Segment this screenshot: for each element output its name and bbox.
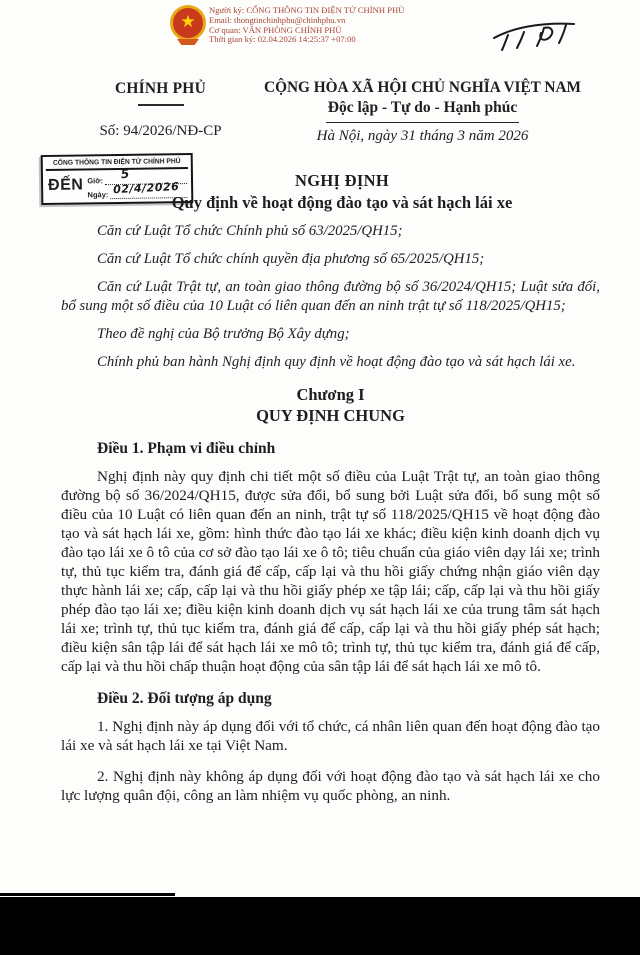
chapter-heading: [61, 385, 600, 426]
document-number: Số: 94/2026/NĐ-CP: [99, 123, 222, 139]
article-paragraph: 2. Nghị định này không áp dụng đối với hoạt động đào tạo và sát hạch lái xe cho lực lượng quân đội, công an làm nhiệm vụ quốc phòng, an ninh.: [61, 768, 600, 804]
article-heading: Điều 1. Phạm vi điều chỉnh: [97, 440, 276, 457]
email-line: Email: thongtinchinhphu@chinhphu.vn: [209, 14, 346, 25]
country-name: CỘNG HÒA XÃ HỘI CHỦ NGHĨA VIỆT NAM: [264, 79, 581, 96]
star-icon: ★: [180, 11, 196, 32]
preamble-clause: Căn cứ Luật Tổ chức Chính phủ số 63/2025/QH15;: [97, 223, 403, 239]
document-subject: Quy định về hoạt động đào tạo và sát hạch lái xe: [171, 193, 513, 212]
stamp-office-name: CỔNG THÔNG TIN ĐIỆN TỬ CHÍNH PHỦ: [46, 155, 188, 171]
preamble: [61, 222, 600, 372]
national-motto: Độc lập - Tự do - Hạnh phúc: [326, 99, 519, 123]
chapter-title: QUY ĐỊNH CHUNG: [256, 406, 405, 425]
signer-line: Người ký: CỔNG THÔNG TIN ĐIỆN TỬ CHÍNH PHỦ: [209, 5, 405, 15]
agency-line: Cơ quan: VĂN PHÒNG CHÍNH PHỦ: [209, 24, 342, 35]
chapter-label: Chương I: [296, 385, 365, 404]
sign-time-line: Thời gian ký: 02.04.2026 14:25:37 +07:00: [209, 34, 356, 45]
preamble-clause: Căn cứ Luật Trật tự, an toàn giao thông đường bộ số 36/2024/QH15; Luật sửa đổi, bổ sung một số điều của 10 Luật có liên quan đến an ninh trật tự số 118/2025/QH15;: [61, 279, 600, 314]
document-body: [61, 222, 600, 817]
stamp-hour-value: 5: [120, 166, 131, 182]
scan-edge-artifact: [0, 893, 175, 896]
issuer-rule: [138, 104, 184, 106]
emblem-banner: [177, 39, 199, 45]
vietnam-national-emblem-icon: [169, 4, 205, 46]
preamble-clause: Theo đề nghị của Bộ trưởng Bộ Xây dựng;: [97, 326, 350, 342]
preamble-clause: Chính phủ ban hành Nghị định quy định về hoạt động đào tạo và sát hạch lái xe.: [97, 354, 576, 370]
article-heading: Điều 2. Đối tượng áp dụng: [97, 690, 272, 707]
stamp-date-value: 02/4/2026: [113, 179, 180, 197]
digital-signature-block: [169, 4, 404, 46]
emblem-circle: [170, 5, 206, 41]
stamp-den-label: ĐẾN: [47, 176, 84, 194]
signature-info: [209, 4, 404, 45]
issuer-name: CHÍNH PHỦ: [115, 80, 206, 97]
preamble-clause: Căn cứ Luật Tổ chức chính quyền địa phương số 65/2025/QH15;: [97, 251, 485, 267]
national-heading-block: [255, 79, 590, 145]
scan-edge-artifact: [0, 897, 640, 955]
handwritten-initials: [488, 12, 580, 63]
article-paragraph: Nghị định này quy định chi tiết một số điều của Luật Trật tự, an toàn giao thông đường bộ số 36/2024/QH15, được sửa đổi, bổ sung bởi Luật sửa đổi, bổ sung một số điều của 10 Luật có liên quan đến an ninh, trật tự số 118/2025/QH15 về hoạt động đào tạo và sát hạch lái xe, gồm: hình thức đào tạo lái xe khác; điều kiện kinh doanh dịch vụ đào tạo lái xe ô tô của cơ sở đào tạo lái xe ô tô; tiêu chuẩn của giáo viên dạy lái xe; trình tự, thủ tục kiểm tra, đánh giá để cấp, cấp lại và thu hồi giấy chứng nhận giáo viên dạy thực hành lái xe; cấp, cấp lại và thu hồi giấy phép xe tập lái; cấp, cấp lại và thu hồi giấy phép đào tạo lái xe; điều kiện kinh doanh dịch vụ sát hạch lái xe của trung tâm sát hạch lái xe; trình tự, thủ tục kiểm tra, đánh giá để cấp, cấp lại và thu hồi giấy phép sát hạch; điều kiện sân tập lái để sát hạch lái xe mô tô; trình tự, thủ tục kiểm tra, đánh giá để cấp, cấp lại và thu hồi chấp thuận hoạt động của sân tập lái để sát hạch lái xe mô tô.: [61, 468, 600, 675]
article-paragraph: 1. Nghị định này áp dụng đối với tổ chức, cá nhân liên quan đến hoạt động đào tạo lái xe và sát hạch lái xe tại Việt Nam.: [61, 718, 600, 754]
document-type: NGHỊ ĐỊNH: [295, 171, 389, 190]
stamp-hour-label: Giờ:: [87, 176, 104, 186]
stamp-date-label: Ngày:: [87, 190, 109, 200]
place-and-date: Hà Nội, ngày 31 tháng 3 năm 2026: [316, 128, 529, 144]
article-1: [61, 440, 600, 676]
handwriting-ttdt-icon: [488, 12, 580, 58]
issuer-block: [58, 80, 263, 140]
article-2: [61, 690, 600, 805]
document-title-block: [62, 171, 622, 213]
